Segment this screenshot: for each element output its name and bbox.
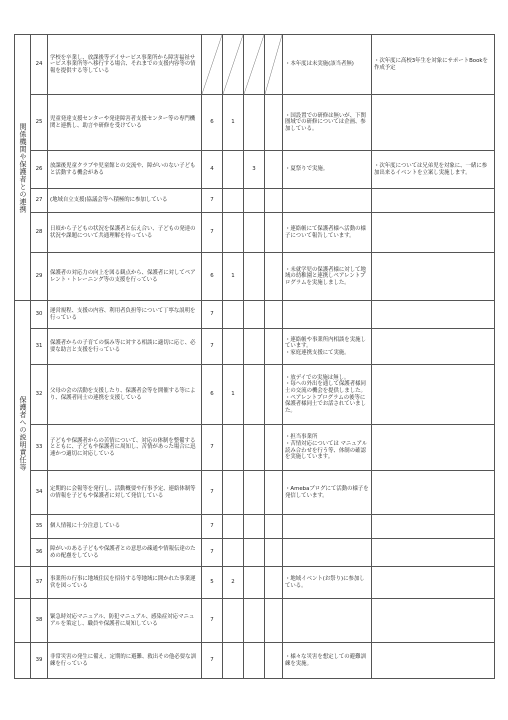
plan-note — [372, 253, 495, 301]
category-label: 保護者への説明責任等 — [19, 396, 27, 471]
count-blank — [265, 151, 283, 189]
count-no — [223, 425, 244, 471]
count-no — [223, 643, 244, 679]
improvement-note: ・本年度は未実施(該当者無) — [283, 35, 372, 95]
count-blank — [265, 471, 283, 515]
plan-note — [372, 515, 495, 539]
item-number: 30 — [31, 301, 48, 329]
item-content: 放課後児童クラブや児童館との交流や、障がいのない子どもと活動する機会がある — [48, 151, 202, 189]
item-number: 37 — [31, 567, 48, 599]
count-blank — [265, 515, 283, 539]
table-row — [15, 35, 495, 95]
count-yes: 7 — [202, 329, 223, 365]
count-unknown — [244, 329, 265, 365]
improvement-note: ・未就学児の保護者様に対して地域の幼稚園と連携しペアレントプログラムを実施しました。 — [283, 253, 372, 301]
improvement-note — [283, 301, 372, 329]
improvement-note: ・担当事業所 ・苦情対応については マニュアル読み合わせを行う等、体制の確認を実施しています。 — [283, 425, 372, 471]
category-cell-empty — [15, 643, 31, 679]
item-content: 定期的に会報等を発行し、活動概要や行事予定、連絡体制等の情報を子どもや保護者に対して発信している — [48, 471, 202, 515]
table-row — [15, 643, 495, 679]
count-yes: 4 — [202, 151, 223, 189]
improvement-note: ・連絡帳や事業所内相談を実施しています。 ・家庭連携支援にて実施。 — [283, 329, 372, 365]
item-number: 32 — [31, 365, 48, 425]
count-no: 1 — [223, 253, 244, 301]
item-content: 日頃から子どもの状況を保護者と伝え合い、子どもの発達の状況や課題について共通理解を持っている — [48, 213, 202, 253]
improvement-note: ・放デイでの実施は無し。 ・毎への外出を通して保護者様同士の交流の機会を提供しました。 ・ペアレントプログラムの後等に保護者様同士でお話されていました。 — [283, 365, 372, 425]
count-yes: 7 — [202, 471, 223, 515]
count-yes: 7 — [202, 515, 223, 539]
plan-note — [372, 365, 495, 425]
category-cell-empty — [15, 567, 31, 599]
table-row — [15, 213, 495, 253]
count-blank — [265, 253, 283, 301]
item-number: 26 — [31, 151, 48, 189]
table-row — [15, 253, 495, 301]
count-yes: 7 — [202, 189, 223, 213]
count-unknown — [244, 567, 265, 599]
count-blank — [265, 301, 283, 329]
item-content: 非常災害の発生に備え、定期的に避難、救出その他必要な訓練を行っている — [48, 643, 202, 679]
category-cell — [15, 301, 31, 567]
count-no — [223, 515, 244, 539]
count-yes: 7 — [202, 301, 223, 329]
plan-note: ・次年度については兄弟児を対象に、一緒に参加出来るイベントを立案し実施します。 — [372, 151, 495, 189]
item-content: 個人情報に十分注意している — [48, 515, 202, 539]
count-yes: 7 — [202, 643, 223, 679]
improvement-note: ・夏祭りで実施。 — [283, 151, 372, 189]
item-content: (地域自立支援)協議会等へ積極的に参加している — [48, 189, 202, 213]
improvement-note — [283, 539, 372, 567]
count-blank — [265, 425, 283, 471]
item-content: 保護者からの子育ての悩み等に対する相談に適切に応じ、必要な助言と支援を行っている — [48, 329, 202, 365]
improvement-note: ・様々な災害を想定しての避難訓練を実施。 — [283, 643, 372, 679]
count-blank — [265, 329, 283, 365]
count-unknown — [244, 471, 265, 515]
count-blank — [265, 95, 283, 151]
count-no — [223, 301, 244, 329]
count-no: 2 — [223, 567, 244, 599]
table-row — [15, 425, 495, 471]
slashed-cell — [244, 35, 265, 95]
count-no — [223, 471, 244, 515]
table-body — [15, 35, 495, 679]
category-cell — [15, 35, 31, 301]
count-yes: 6 — [202, 365, 223, 425]
table-row — [15, 567, 495, 599]
table-row — [15, 151, 495, 189]
count-no — [223, 539, 244, 567]
item-content: 緊急時対応マニュアル、防犯マニュアル、感染症対応マニュアルを策定し、職員や保護者に周知している — [48, 599, 202, 643]
item-number: 29 — [31, 253, 48, 301]
count-unknown — [244, 425, 265, 471]
improvement-note — [283, 515, 372, 539]
item-content: 保護者の対応力の向上を図る観点から、保護者に対してペアレント・トレーニング等の支援を行っている — [48, 253, 202, 301]
plan-note — [372, 539, 495, 567]
item-content: 障がいのある子どもや保護者との意思の疎通や情報伝達のための配慮をしている — [48, 539, 202, 567]
plan-note — [372, 643, 495, 679]
item-number: 39 — [31, 643, 48, 679]
count-blank — [265, 189, 283, 213]
improvement-note: ・地域イベント(お祭り)に参加している。 — [283, 567, 372, 599]
plan-note: ・次年度に高校3年生を対象にサポートBookを作成予定 — [372, 35, 495, 95]
item-number: 36 — [31, 539, 48, 567]
count-yes: 6 — [202, 95, 223, 151]
improvement-note — [283, 599, 372, 643]
plan-note — [372, 599, 495, 643]
item-content: 子どもや保護者からの苦情について、対応の体制を整備するとともに、子どもや保護者に周知し、苦情があった場合に迅速かつ適切に対応している — [48, 425, 202, 471]
plan-note — [372, 189, 495, 213]
plan-note — [372, 425, 495, 471]
table-row — [15, 95, 495, 151]
item-content: 学校を卒業し、放課後等デイサービス事業所から障害福祉サービス事業所等へ移行する場合、それまでの支援内容等の情報を提供する等している — [48, 35, 202, 95]
item-number: 31 — [31, 329, 48, 365]
item-number: 28 — [31, 213, 48, 253]
slashed-cell — [265, 35, 283, 95]
count-unknown — [244, 189, 265, 213]
table-row — [15, 189, 495, 213]
count-blank — [265, 599, 283, 643]
count-no: 1 — [223, 95, 244, 151]
category-cell-empty — [15, 599, 31, 643]
count-no — [223, 329, 244, 365]
count-no: 1 — [223, 365, 244, 425]
slashed-cell — [202, 35, 223, 95]
item-content: 父母の会の活動を支援したり、保護者会等を開催する等により、保護者同士の連携を支援している — [48, 365, 202, 425]
count-unknown — [244, 253, 265, 301]
improvement-note: ・国設置での研修は無いが、下関圏域での研修については企画、参加している。 — [283, 95, 372, 151]
count-blank — [265, 539, 283, 567]
plan-note — [372, 567, 495, 599]
plan-note — [372, 213, 495, 253]
slashed-cell — [223, 35, 244, 95]
plan-note — [372, 95, 495, 151]
count-blank — [265, 213, 283, 253]
category-label: 関係機関や保護者との連携 — [19, 122, 27, 213]
count-unknown — [244, 301, 265, 329]
count-unknown — [244, 365, 265, 425]
count-no — [223, 213, 244, 253]
table-row — [15, 471, 495, 515]
count-unknown — [244, 515, 265, 539]
count-yes: 7 — [202, 425, 223, 471]
item-number: 33 — [31, 425, 48, 471]
item-content: 児童発達支援センターや発達障害者支援センター等の専門機関と連携し、助言や研修を受けている — [48, 95, 202, 151]
count-unknown — [244, 599, 265, 643]
count-blank — [265, 643, 283, 679]
count-unknown — [244, 539, 265, 567]
table-row — [15, 539, 495, 567]
table-row — [15, 599, 495, 643]
improvement-note: ・連絡帳にて保護者様へ活動の様子について報告しています。 — [283, 213, 372, 253]
count-yes: 7 — [202, 599, 223, 643]
count-blank — [265, 567, 283, 599]
item-number: 34 — [31, 471, 48, 515]
item-number: 24 — [31, 35, 48, 95]
plan-note — [372, 329, 495, 365]
count-unknown — [244, 213, 265, 253]
count-unknown: 3 — [244, 151, 265, 189]
table-row — [15, 365, 495, 425]
count-no — [223, 151, 244, 189]
count-no — [223, 189, 244, 213]
evaluation-table — [14, 34, 495, 679]
improvement-note — [283, 189, 372, 213]
count-yes: 7 — [202, 539, 223, 567]
count-unknown — [244, 95, 265, 151]
count-yes: 7 — [202, 213, 223, 253]
table-row — [15, 301, 495, 329]
table-row — [15, 515, 495, 539]
item-content: 運営規程、支援の内容、利用者負担等について丁寧な説明を行っている — [48, 301, 202, 329]
item-number: 38 — [31, 599, 48, 643]
count-no — [223, 599, 244, 643]
item-number: 35 — [31, 515, 48, 539]
item-content: 事業所の行事に地域住民を招待する等地域に開かれた事業運営を図っている — [48, 567, 202, 599]
item-number: 25 — [31, 95, 48, 151]
table-row — [15, 329, 495, 365]
improvement-note: ・Amebaブログにて活動の様子を発信しています。 — [283, 471, 372, 515]
count-unknown — [244, 643, 265, 679]
plan-note — [372, 301, 495, 329]
count-blank — [265, 365, 283, 425]
item-number: 27 — [31, 189, 48, 213]
plan-note — [372, 471, 495, 515]
count-yes: 5 — [202, 567, 223, 599]
count-yes: 6 — [202, 253, 223, 301]
